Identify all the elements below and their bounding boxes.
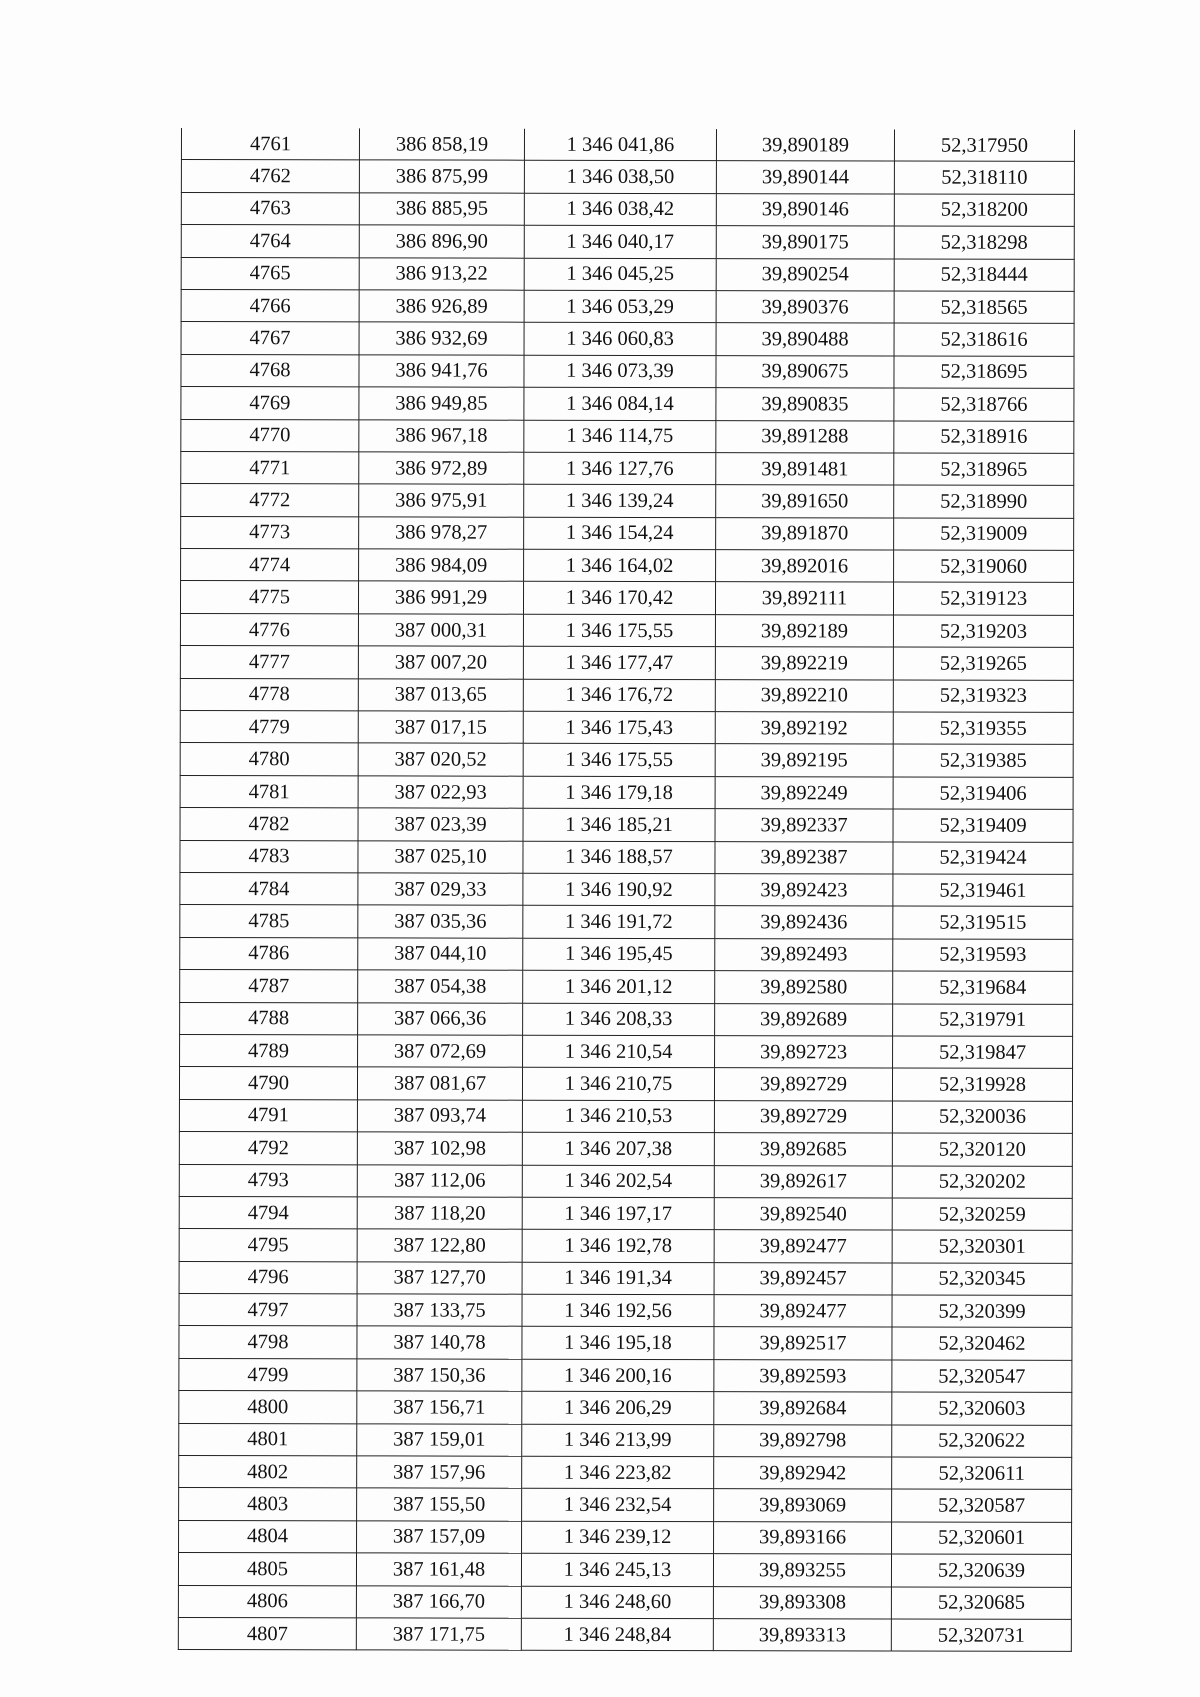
y-coordinate-cell: 1 346 060,83	[524, 323, 716, 356]
y-coordinate-cell: 1 346 114,75	[524, 420, 716, 453]
table-row	[179, 1067, 1072, 1101]
coordinates-table	[178, 128, 1075, 1652]
y-coordinate-cell: 1 346 223,82	[522, 1456, 714, 1489]
x-coordinate-cell: 387 102,98	[357, 1132, 522, 1165]
table-row	[181, 419, 1074, 453]
x-coordinate-cell: 387 166,70	[356, 1585, 521, 1618]
longitude-cell: 39,892477	[714, 1230, 892, 1263]
latitude-cell: 52,320603	[892, 1392, 1072, 1425]
latitude-cell: 52,318766	[894, 388, 1074, 421]
longitude-cell: 39,892195	[715, 744, 893, 777]
y-coordinate-cell: 1 346 200,16	[522, 1359, 714, 1392]
x-coordinate-cell: 387 122,80	[357, 1229, 522, 1262]
y-coordinate-cell: 1 346 208,33	[523, 1003, 715, 1036]
y-coordinate-cell: 1 346 245,13	[521, 1553, 713, 1586]
point-number-cell: 4761	[181, 128, 359, 160]
longitude-cell: 39,892685	[714, 1133, 892, 1166]
latitude-cell: 52,319203	[893, 615, 1073, 648]
point-number-cell: 4781	[180, 775, 358, 808]
y-coordinate-cell: 1 346 210,75	[522, 1068, 714, 1101]
point-number-cell: 4788	[180, 1002, 358, 1035]
y-coordinate-cell: 1 346 210,54	[523, 1035, 715, 1068]
table-row	[180, 581, 1073, 615]
table-row	[179, 1261, 1072, 1295]
x-coordinate-cell: 386 972,89	[359, 452, 524, 485]
point-number-cell: 4764	[181, 225, 359, 258]
x-coordinate-cell: 387 007,20	[358, 646, 523, 679]
point-number-cell: 4771	[181, 451, 359, 484]
latitude-cell: 52,320345	[892, 1263, 1072, 1296]
y-coordinate-cell: 1 346 248,84	[521, 1618, 713, 1651]
table-row	[179, 1326, 1072, 1360]
y-coordinate-cell: 1 346 207,38	[522, 1132, 714, 1165]
latitude-cell: 52,318965	[894, 453, 1074, 486]
y-coordinate-cell: 1 346 139,24	[524, 485, 716, 518]
longitude-cell: 39,892723	[715, 1036, 893, 1069]
table-row	[179, 1229, 1072, 1263]
longitude-cell: 39,893308	[713, 1586, 891, 1619]
table-row	[178, 1553, 1071, 1587]
latitude-cell: 52,320259	[892, 1198, 1072, 1231]
table-row	[179, 1391, 1072, 1425]
latitude-cell: 52,320399	[892, 1295, 1072, 1328]
table-row	[181, 192, 1074, 226]
x-coordinate-cell: 386 978,27	[359, 517, 524, 550]
y-coordinate-cell: 1 346 175,55	[523, 744, 715, 777]
point-number-cell: 4767	[181, 322, 359, 355]
table-row	[180, 808, 1073, 842]
y-coordinate-cell: 1 346 038,50	[524, 161, 716, 194]
point-number-cell: 4797	[179, 1294, 357, 1327]
x-coordinate-cell: 386 975,91	[359, 484, 524, 517]
y-coordinate-cell: 1 346 127,76	[524, 452, 716, 485]
table-row	[179, 1196, 1072, 1230]
point-number-cell: 4780	[180, 743, 358, 776]
x-coordinate-cell: 387 013,65	[358, 679, 523, 712]
point-number-cell: 4791	[179, 1099, 357, 1132]
table-row	[180, 937, 1073, 971]
point-number-cell: 4795	[179, 1229, 357, 1262]
longitude-cell: 39,891650	[716, 485, 894, 518]
latitude-cell: 52,320601	[892, 1522, 1072, 1555]
latitude-cell: 52,319265	[893, 647, 1073, 680]
longitude-cell: 39,890376	[716, 291, 894, 324]
table-row	[179, 1099, 1072, 1133]
point-number-cell: 4765	[181, 257, 359, 290]
latitude-cell: 52,318990	[894, 485, 1074, 518]
point-number-cell: 4779	[180, 711, 358, 744]
coordinates-table-body	[178, 128, 1074, 1652]
latitude-cell: 52,320622	[892, 1425, 1072, 1458]
longitude-cell: 39,891288	[716, 420, 894, 453]
longitude-cell: 39,892617	[714, 1165, 892, 1198]
longitude-cell: 39,892436	[715, 906, 893, 939]
point-number-cell: 4790	[179, 1067, 357, 1100]
point-number-cell: 4774	[181, 549, 359, 582]
point-number-cell: 4796	[179, 1261, 357, 1294]
longitude-cell: 39,892689	[715, 1003, 893, 1036]
latitude-cell: 52,319060	[894, 550, 1074, 583]
x-coordinate-cell: 386 949,85	[359, 387, 524, 420]
x-coordinate-cell: 387 025,10	[358, 840, 523, 873]
latitude-cell: 52,319684	[893, 971, 1073, 1004]
point-number-cell: 4770	[181, 419, 359, 452]
point-number-cell: 4798	[179, 1326, 357, 1359]
longitude-cell: 39,892219	[715, 647, 893, 680]
point-number-cell: 4789	[180, 1034, 358, 1067]
x-coordinate-cell: 387 156,71	[357, 1391, 522, 1424]
x-coordinate-cell: 387 118,20	[357, 1197, 522, 1230]
table-row	[180, 1034, 1073, 1068]
longitude-cell: 39,892493	[715, 938, 893, 971]
latitude-cell: 52,318200	[894, 194, 1074, 227]
y-coordinate-cell: 1 346 185,21	[523, 808, 715, 841]
longitude-cell: 39,893166	[714, 1521, 892, 1554]
point-number-cell: 4773	[181, 516, 359, 549]
x-coordinate-cell: 387 023,39	[358, 808, 523, 841]
longitude-cell: 39,892249	[715, 776, 893, 809]
latitude-cell: 52,320547	[892, 1360, 1072, 1393]
point-number-cell: 4794	[179, 1196, 357, 1229]
y-coordinate-cell: 1 346 045,25	[524, 258, 716, 291]
longitude-cell: 39,890835	[716, 388, 894, 421]
point-number-cell: 4793	[179, 1164, 357, 1197]
table-row	[181, 451, 1074, 485]
point-number-cell: 4762	[181, 160, 359, 193]
y-coordinate-cell: 1 346 192,56	[522, 1294, 714, 1327]
point-number-cell: 4801	[179, 1423, 357, 1456]
point-number-cell: 4769	[181, 387, 359, 420]
latitude-cell: 52,319461	[893, 874, 1073, 907]
x-coordinate-cell: 387 081,67	[357, 1067, 522, 1100]
x-coordinate-cell: 387 072,69	[358, 1035, 523, 1068]
table-row	[180, 905, 1073, 939]
table-row	[180, 970, 1073, 1004]
longitude-cell: 39,892192	[715, 712, 893, 745]
table-row	[181, 322, 1074, 356]
y-coordinate-cell: 1 346 179,18	[523, 776, 715, 809]
latitude-cell: 52,319847	[893, 1036, 1073, 1069]
x-coordinate-cell: 387 157,96	[357, 1456, 522, 1489]
y-coordinate-cell: 1 346 195,18	[522, 1327, 714, 1360]
longitude-cell: 39,893313	[713, 1619, 891, 1652]
table-row	[179, 1358, 1072, 1392]
longitude-cell: 39,892942	[714, 1457, 892, 1490]
latitude-cell: 52,319928	[892, 1068, 1072, 1101]
point-number-cell: 4806	[178, 1585, 356, 1618]
point-number-cell: 4805	[178, 1553, 356, 1586]
y-coordinate-cell: 1 346 177,47	[523, 646, 715, 679]
y-coordinate-cell: 1 346 170,42	[523, 582, 715, 615]
latitude-cell: 52,320611	[892, 1457, 1072, 1490]
table-row	[181, 160, 1074, 194]
x-coordinate-cell: 386 926,89	[359, 290, 524, 323]
y-coordinate-cell: 1 346 084,14	[524, 387, 716, 420]
point-number-cell: 4786	[180, 937, 358, 970]
x-coordinate-cell: 387 140,78	[357, 1326, 522, 1359]
x-coordinate-cell: 387 035,36	[358, 905, 523, 938]
table-row	[179, 1294, 1072, 1328]
longitude-cell: 39,892477	[714, 1295, 892, 1328]
table-row	[181, 289, 1074, 323]
y-coordinate-cell: 1 346 201,12	[523, 970, 715, 1003]
longitude-cell: 39,892729	[714, 1068, 892, 1101]
y-coordinate-cell: 1 346 202,54	[522, 1165, 714, 1198]
x-coordinate-cell: 387 093,74	[357, 1100, 522, 1133]
x-coordinate-cell: 386 991,29	[358, 581, 523, 614]
longitude-cell: 39,890675	[716, 355, 894, 388]
table-row	[179, 1520, 1072, 1554]
longitude-cell: 39,892337	[715, 809, 893, 842]
latitude-cell: 52,318298	[894, 226, 1074, 259]
longitude-cell: 39,891870	[716, 517, 894, 550]
x-coordinate-cell: 386 967,18	[359, 419, 524, 452]
point-number-cell: 4763	[181, 192, 359, 225]
table-row	[180, 872, 1073, 906]
longitude-cell: 39,892798	[714, 1424, 892, 1457]
latitude-cell: 52,319385	[893, 744, 1073, 777]
point-number-cell: 4792	[179, 1132, 357, 1165]
y-coordinate-cell: 1 346 206,29	[522, 1391, 714, 1424]
table-row	[180, 743, 1073, 777]
y-coordinate-cell: 1 346 232,54	[522, 1489, 714, 1522]
latitude-cell: 52,320685	[891, 1587, 1071, 1620]
y-coordinate-cell: 1 346 164,02	[524, 549, 716, 582]
table-row	[180, 775, 1073, 809]
latitude-cell: 52,317950	[894, 129, 1074, 161]
point-number-cell: 4772	[181, 484, 359, 517]
latitude-cell: 52,318565	[894, 291, 1074, 324]
x-coordinate-cell: 387 127,70	[357, 1262, 522, 1295]
y-coordinate-cell: 1 346 210,53	[522, 1100, 714, 1133]
latitude-cell: 52,319323	[893, 680, 1073, 713]
table-row	[180, 1002, 1073, 1036]
longitude-cell: 39,893069	[714, 1489, 892, 1522]
y-coordinate-cell: 1 346 191,72	[523, 906, 715, 939]
longitude-cell: 39,890144	[716, 161, 894, 194]
x-coordinate-cell: 387 054,38	[358, 970, 523, 1003]
latitude-cell: 52,319791	[893, 1004, 1073, 1037]
latitude-cell: 52,319593	[893, 939, 1073, 972]
y-coordinate-cell: 1 346 191,34	[522, 1262, 714, 1295]
x-coordinate-cell: 387 066,36	[358, 1002, 523, 1035]
longitude-cell: 39,890254	[716, 258, 894, 291]
latitude-cell: 52,320587	[892, 1489, 1072, 1522]
longitude-cell: 39,892517	[714, 1327, 892, 1360]
latitude-cell: 52,320120	[892, 1133, 1072, 1166]
point-number-cell: 4766	[181, 289, 359, 322]
longitude-cell: 39,892387	[715, 841, 893, 874]
x-coordinate-cell: 387 133,75	[357, 1294, 522, 1327]
x-coordinate-cell: 387 029,33	[358, 873, 523, 906]
longitude-cell: 39,890175	[716, 226, 894, 259]
x-coordinate-cell: 387 044,10	[358, 938, 523, 971]
longitude-cell: 39,892580	[715, 971, 893, 1004]
point-number-cell: 4787	[180, 970, 358, 1003]
latitude-cell: 52,319515	[893, 906, 1073, 939]
table-row	[178, 1585, 1071, 1619]
table-row	[181, 387, 1074, 421]
y-coordinate-cell: 1 346 040,17	[524, 225, 716, 258]
point-number-cell: 4768	[181, 354, 359, 387]
y-coordinate-cell: 1 346 213,99	[522, 1424, 714, 1457]
point-number-cell: 4782	[180, 808, 358, 841]
x-coordinate-cell: 387 161,48	[356, 1553, 521, 1586]
latitude-cell: 52,318110	[894, 161, 1074, 194]
longitude-cell: 39,892593	[714, 1359, 892, 1392]
latitude-cell: 52,320731	[891, 1619, 1071, 1652]
longitude-cell: 39,892423	[715, 874, 893, 907]
latitude-cell: 52,319009	[894, 518, 1074, 551]
table-row	[181, 257, 1074, 291]
point-number-cell: 4804	[179, 1520, 357, 1553]
y-coordinate-cell: 1 346 197,17	[522, 1197, 714, 1230]
table-row	[179, 1132, 1072, 1166]
y-coordinate-cell: 1 346 175,43	[523, 711, 715, 744]
table-row	[181, 128, 1074, 162]
y-coordinate-cell: 1 346 038,42	[524, 193, 716, 226]
table-row	[179, 1164, 1072, 1198]
x-coordinate-cell: 387 020,52	[358, 743, 523, 776]
x-coordinate-cell: 387 155,50	[357, 1488, 522, 1521]
longitude-cell: 39,892111	[715, 582, 893, 615]
longitude-cell: 39,893255	[713, 1554, 891, 1587]
longitude-cell: 39,890488	[716, 323, 894, 356]
x-coordinate-cell: 387 159,01	[357, 1423, 522, 1456]
table-row	[181, 516, 1074, 550]
x-coordinate-cell: 386 896,90	[359, 225, 524, 258]
y-coordinate-cell: 1 346 154,24	[524, 517, 716, 550]
table-row	[181, 549, 1074, 583]
table-row	[178, 1617, 1071, 1651]
point-number-cell: 4799	[179, 1358, 357, 1391]
x-coordinate-cell: 387 150,36	[357, 1359, 522, 1392]
longitude-cell: 39,892210	[715, 679, 893, 712]
point-number-cell: 4802	[179, 1456, 357, 1489]
x-coordinate-cell: 386 932,69	[359, 322, 524, 355]
y-coordinate-cell: 1 346 192,78	[522, 1229, 714, 1262]
latitude-cell: 52,319406	[893, 777, 1073, 810]
point-number-cell: 4807	[178, 1617, 356, 1650]
x-coordinate-cell: 386 984,09	[359, 549, 524, 582]
y-coordinate-cell: 1 346 176,72	[523, 679, 715, 712]
longitude-cell: 39,892016	[716, 550, 894, 583]
y-coordinate-cell: 1 346 041,86	[524, 129, 716, 161]
point-number-cell: 4778	[180, 678, 358, 711]
table-row	[181, 484, 1074, 518]
latitude-cell: 52,319355	[893, 712, 1073, 745]
y-coordinate-cell: 1 346 248,60	[521, 1586, 713, 1619]
y-coordinate-cell: 1 346 175,55	[523, 614, 715, 647]
latitude-cell: 52,318695	[894, 356, 1074, 389]
longitude-cell: 39,892540	[714, 1198, 892, 1231]
point-number-cell: 4784	[180, 872, 358, 905]
x-coordinate-cell: 387 171,75	[356, 1618, 521, 1651]
longitude-cell: 39,890189	[716, 129, 894, 161]
x-coordinate-cell: 386 858,19	[359, 128, 524, 160]
latitude-cell: 52,320036	[892, 1101, 1072, 1134]
table-row	[180, 613, 1073, 647]
y-coordinate-cell: 1 346 073,39	[524, 355, 716, 388]
x-coordinate-cell: 386 885,95	[359, 193, 524, 226]
latitude-cell: 52,320301	[892, 1230, 1072, 1263]
x-coordinate-cell: 387 112,06	[357, 1164, 522, 1197]
longitude-cell: 39,890146	[716, 193, 894, 226]
latitude-cell: 52,319424	[893, 842, 1073, 875]
latitude-cell: 52,318616	[894, 323, 1074, 356]
x-coordinate-cell: 386 875,99	[359, 160, 524, 193]
longitude-cell: 39,892729	[714, 1100, 892, 1133]
x-coordinate-cell: 387 022,93	[358, 776, 523, 809]
point-number-cell: 4800	[179, 1391, 357, 1424]
x-coordinate-cell: 386 913,22	[359, 257, 524, 290]
table-row	[180, 711, 1073, 745]
point-number-cell: 4776	[180, 613, 358, 646]
x-coordinate-cell: 387 000,31	[358, 614, 523, 647]
point-number-cell: 4803	[179, 1488, 357, 1521]
longitude-cell: 39,892457	[714, 1262, 892, 1295]
longitude-cell: 39,892684	[714, 1392, 892, 1425]
y-coordinate-cell: 1 346 239,12	[522, 1521, 714, 1554]
y-coordinate-cell: 1 346 053,29	[524, 290, 716, 323]
latitude-cell: 52,319123	[893, 582, 1073, 615]
y-coordinate-cell: 1 346 195,45	[523, 938, 715, 971]
latitude-cell: 52,320462	[892, 1327, 1072, 1360]
table-row	[181, 354, 1074, 388]
latitude-cell: 52,320639	[891, 1554, 1071, 1587]
latitude-cell: 52,319409	[893, 809, 1073, 842]
y-coordinate-cell: 1 346 190,92	[523, 873, 715, 906]
x-coordinate-cell: 387 157,09	[357, 1521, 522, 1554]
y-coordinate-cell: 1 346 188,57	[523, 841, 715, 874]
table-row	[179, 1488, 1072, 1522]
latitude-cell: 52,318444	[894, 259, 1074, 292]
table-row	[179, 1456, 1072, 1490]
point-number-cell: 4775	[180, 581, 358, 614]
table-row	[180, 840, 1073, 874]
x-coordinate-cell: 386 941,76	[359, 355, 524, 388]
point-number-cell: 4783	[180, 840, 358, 873]
longitude-cell: 39,892189	[715, 614, 893, 647]
point-number-cell: 4777	[180, 646, 358, 679]
table-row	[180, 646, 1073, 680]
point-number-cell: 4785	[180, 905, 358, 938]
table-row	[180, 678, 1073, 712]
table-row	[181, 225, 1074, 259]
latitude-cell: 52,318916	[894, 421, 1074, 454]
longitude-cell: 39,891481	[716, 453, 894, 486]
latitude-cell: 52,320202	[892, 1165, 1072, 1198]
x-coordinate-cell: 387 017,15	[358, 711, 523, 744]
table-row	[179, 1423, 1072, 1457]
